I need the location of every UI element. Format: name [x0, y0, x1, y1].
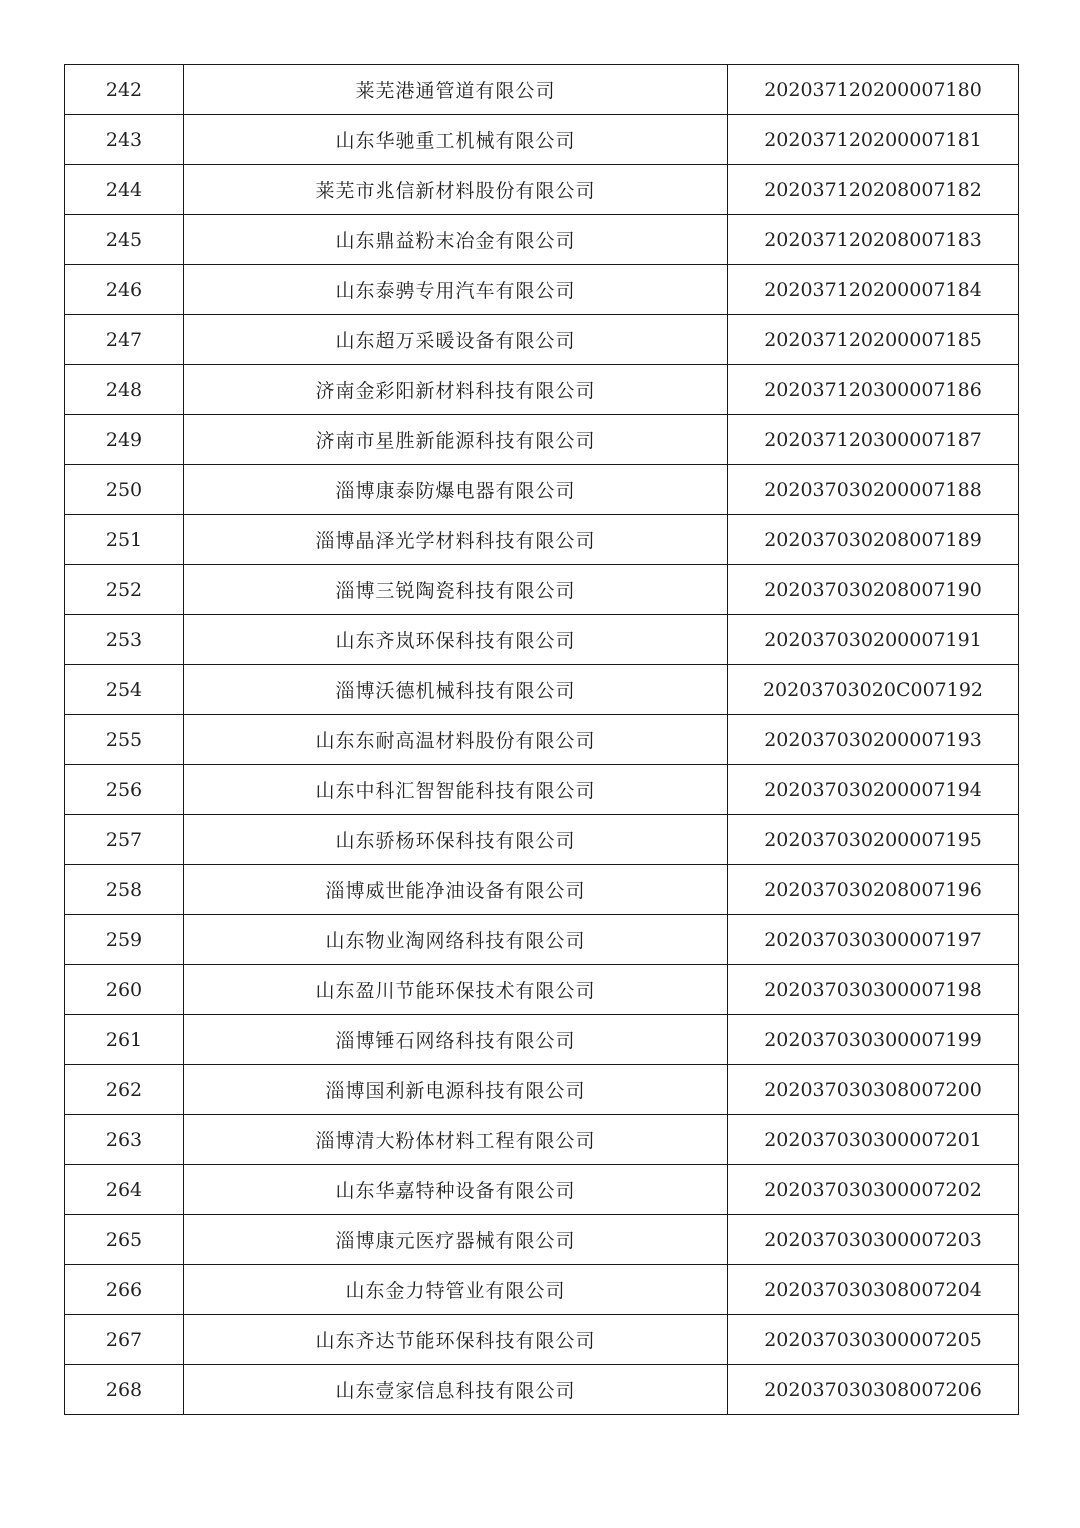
row-index-cell: 253 [65, 615, 184, 665]
row-index-cell: 249 [65, 415, 184, 465]
registration-code-cell: 202037030308007200 [728, 1065, 1019, 1115]
row-index-cell: 248 [65, 365, 184, 415]
table-row [65, 415, 1019, 465]
row-index-cell: 246 [65, 265, 184, 315]
row-index-cell: 264 [65, 1165, 184, 1215]
table-row [65, 965, 1019, 1015]
row-index-cell: 244 [65, 165, 184, 215]
registration-code-cell: 202037030300007202 [728, 1165, 1019, 1215]
registration-code-cell: 202037030300007203 [728, 1215, 1019, 1265]
table-row [65, 365, 1019, 415]
table-row [65, 115, 1019, 165]
registration-code-cell: 202037120208007183 [728, 215, 1019, 265]
row-index-cell: 261 [65, 1015, 184, 1065]
registration-code-cell: 20203703020C007192 [728, 665, 1019, 715]
table-row [65, 665, 1019, 715]
registration-code-cell: 202037030208007189 [728, 515, 1019, 565]
row-index-cell: 263 [65, 1115, 184, 1165]
row-index-cell: 266 [65, 1265, 184, 1315]
company-name-cell: 山东金力特管业有限公司 [184, 1265, 728, 1315]
registration-code-cell: 202037120200007181 [728, 115, 1019, 165]
company-name-cell: 山东华驰重工机械有限公司 [184, 115, 728, 165]
registration-code-cell: 202037030300007197 [728, 915, 1019, 965]
company-name-cell: 淄博康泰防爆电器有限公司 [184, 465, 728, 515]
company-name-cell: 淄博威世能净油设备有限公司 [184, 865, 728, 915]
company-name-cell: 山东鼎益粉末冶金有限公司 [184, 215, 728, 265]
table-row [65, 715, 1019, 765]
company-name-cell: 淄博国利新电源科技有限公司 [184, 1065, 728, 1115]
row-index-cell: 258 [65, 865, 184, 915]
registration-code-cell: 202037120200007180 [728, 65, 1019, 115]
table-row [65, 465, 1019, 515]
row-index-cell: 254 [65, 665, 184, 715]
table-row [65, 765, 1019, 815]
row-index-cell: 251 [65, 515, 184, 565]
table-row [65, 565, 1019, 615]
table-row [65, 1165, 1019, 1215]
company-name-cell: 山东齐达节能环保科技有限公司 [184, 1315, 728, 1365]
company-name-cell: 山东壹家信息科技有限公司 [184, 1365, 728, 1415]
registration-code-cell: 202037030300007199 [728, 1015, 1019, 1065]
table-row [65, 615, 1019, 665]
company-name-cell: 淄博三锐陶瓷科技有限公司 [184, 565, 728, 615]
table-row [65, 865, 1019, 915]
company-name-cell: 山东齐岚环保科技有限公司 [184, 615, 728, 665]
row-index-cell: 252 [65, 565, 184, 615]
row-index-cell: 259 [65, 915, 184, 965]
registration-code-cell: 202037030208007190 [728, 565, 1019, 615]
registration-code-cell: 202037120208007182 [728, 165, 1019, 215]
table-row [65, 165, 1019, 215]
table-row [65, 1215, 1019, 1265]
registration-code-cell: 202037030200007193 [728, 715, 1019, 765]
row-index-cell: 255 [65, 715, 184, 765]
registration-code-cell: 202037030300007198 [728, 965, 1019, 1015]
registration-code-cell: 202037030200007195 [728, 815, 1019, 865]
company-name-cell: 莱芜港通管道有限公司 [184, 65, 728, 115]
registration-code-cell: 202037030200007188 [728, 465, 1019, 515]
registration-code-cell: 202037120200007184 [728, 265, 1019, 315]
table-body [65, 65, 1019, 1415]
registration-code-cell: 202037030208007196 [728, 865, 1019, 915]
table-row [65, 1115, 1019, 1165]
row-index-cell: 268 [65, 1365, 184, 1415]
row-index-cell: 256 [65, 765, 184, 815]
table-row [65, 1015, 1019, 1065]
registration-code-cell: 202037030308007204 [728, 1265, 1019, 1315]
row-index-cell: 267 [65, 1315, 184, 1365]
company-registry-table [64, 64, 1019, 1415]
row-index-cell: 265 [65, 1215, 184, 1265]
company-name-cell: 山东超万采暖设备有限公司 [184, 315, 728, 365]
table-row [65, 1065, 1019, 1115]
registration-code-cell: 202037120200007185 [728, 315, 1019, 365]
company-name-cell: 山东盈川节能环保技术有限公司 [184, 965, 728, 1015]
row-index-cell: 250 [65, 465, 184, 515]
row-index-cell: 257 [65, 815, 184, 865]
company-name-cell: 山东中科汇智智能科技有限公司 [184, 765, 728, 815]
company-name-cell: 山东东耐高温材料股份有限公司 [184, 715, 728, 765]
row-index-cell: 262 [65, 1065, 184, 1115]
company-name-cell: 济南金彩阳新材料科技有限公司 [184, 365, 728, 415]
table-row [65, 1265, 1019, 1315]
table-row [65, 815, 1019, 865]
company-name-cell: 淄博康元医疗器械有限公司 [184, 1215, 728, 1265]
registration-code-cell: 202037030300007205 [728, 1315, 1019, 1365]
registration-code-cell: 202037030300007201 [728, 1115, 1019, 1165]
registration-code-cell: 202037030308007206 [728, 1365, 1019, 1415]
company-name-cell: 淄博清大粉体材料工程有限公司 [184, 1115, 728, 1165]
row-index-cell: 242 [65, 65, 184, 115]
company-name-cell: 山东骄杨环保科技有限公司 [184, 815, 728, 865]
table-row [65, 265, 1019, 315]
registration-code-cell: 202037030200007194 [728, 765, 1019, 815]
row-index-cell: 245 [65, 215, 184, 265]
registration-code-cell: 202037120300007186 [728, 365, 1019, 415]
company-name-cell: 淄博锤石网络科技有限公司 [184, 1015, 728, 1065]
table-row [65, 515, 1019, 565]
registration-code-cell: 202037120300007187 [728, 415, 1019, 465]
table-row [65, 1315, 1019, 1365]
company-name-cell: 山东泰骋专用汽车有限公司 [184, 265, 728, 315]
row-index-cell: 243 [65, 115, 184, 165]
company-name-cell: 淄博沃德机械科技有限公司 [184, 665, 728, 715]
row-index-cell: 247 [65, 315, 184, 365]
table-row [65, 915, 1019, 965]
table-row [65, 215, 1019, 265]
company-name-cell: 济南市星胜新能源科技有限公司 [184, 415, 728, 465]
company-name-cell: 山东华嘉特种设备有限公司 [184, 1165, 728, 1215]
table-row [65, 65, 1019, 115]
row-index-cell: 260 [65, 965, 184, 1015]
table-row [65, 315, 1019, 365]
table-row [65, 1365, 1019, 1415]
company-name-cell: 淄博晶泽光学材料科技有限公司 [184, 515, 728, 565]
company-name-cell: 莱芜市兆信新材料股份有限公司 [184, 165, 728, 215]
registration-code-cell: 202037030200007191 [728, 615, 1019, 665]
company-name-cell: 山东物业淘网络科技有限公司 [184, 915, 728, 965]
